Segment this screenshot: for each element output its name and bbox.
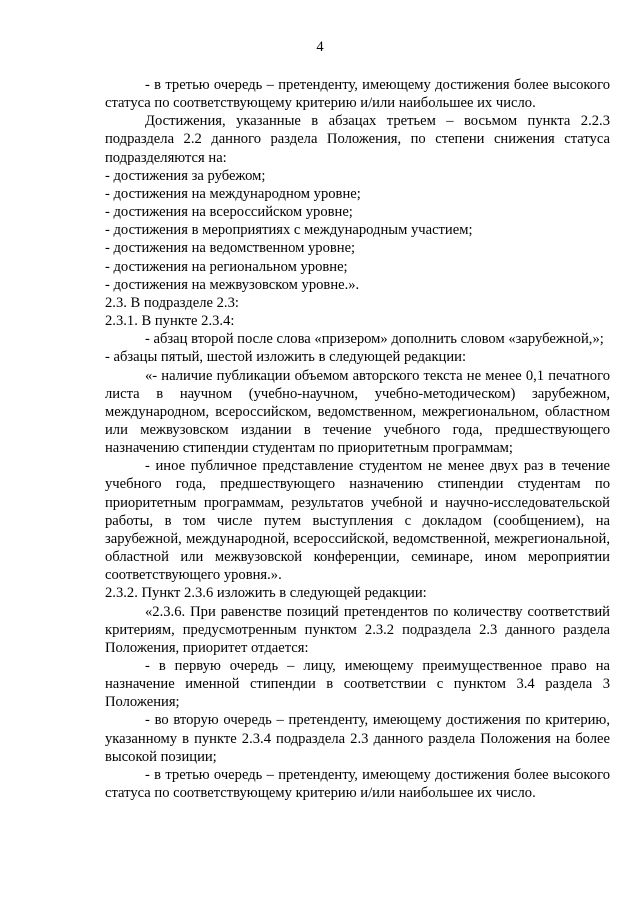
list-item: - достижения в мероприятиях с международным участием; <box>105 222 473 239</box>
paragraph: - абзац второй после слова «призером» дополнить словом «зарубежной,»; <box>145 331 604 348</box>
paragraph: - в первую очередь – лицу, имеющему преимущественное право на назначение именной стипендии в соответствии с пунктом 3.4 раздела 3 Положения; <box>105 658 610 711</box>
paragraph: «- наличие публикации объемом авторского текста не менее 0,1 печатного листа в научном (учебно-научном, учебно-методическом) зарубежном, международном, всероссийском, ведомственном, межрегиональном, областном или межвузовском издании в течение учебного года, предшествующего назначению стипендии студентам по приоритетным программам; <box>105 367 610 457</box>
list-item: - достижения на межвузовском уровне.». <box>105 276 360 293</box>
document-body <box>105 76 610 802</box>
section-heading: 2.3. В подразделе 2.3: <box>105 294 239 311</box>
section-heading: 2.3.2. Пункт 2.3.6 изложить в следующей редакции: <box>105 585 427 602</box>
paragraph: - иное публичное представление студентом не менее двух раз в течение учебного года, предшествующего назначению стипендии студентам по приоритетным программам, результатов учебной и научно-исследовательской работы, в том числе путем выступления с докладом (сообщением), на зарубежной, международной, всероссийской, ведомственной, межрегиональной, областной или межвузовской конференции, семинаре, ином мероприятии соответствующего уровня.». <box>105 458 610 584</box>
paragraph: - в третью очередь – претенденту, имеющему достижения более высокого статуса по соответствующему критерию и/или наибольшее их число. <box>105 77 610 112</box>
paragraph: - в третью очередь – претенденту, имеющему достижения более высокого статуса по соответствующему критерию и/или наибольшее их число. <box>105 766 610 802</box>
list-item: - достижения на ведомственном уровне; <box>105 240 356 257</box>
list-item: - достижения на региональном уровне; <box>105 258 348 275</box>
paragraph: - абзацы пятый, шестой изложить в следующей редакции: <box>105 349 467 366</box>
list-item: - достижения на всероссийском уровне; <box>105 204 353 221</box>
paragraph: - во вторую очередь – претенденту, имеющему достижения по критерию, указанному в пункте 2.3.4 подраздела 2.3 данного раздела Положения на более высокой позиции; <box>105 712 610 765</box>
page-number: 4 <box>316 39 324 55</box>
section-heading: 2.3.1. В пункте 2.3.4: <box>105 313 235 330</box>
paragraph: Достижения, указанные в абзацах третьем – восьмом пункта 2.2.3 подраздела 2.2 данного раздела Положения, по степени снижения статуса подразделяются на: <box>105 113 610 166</box>
list-item: - достижения на международном уровне; <box>105 185 361 202</box>
paragraph: «2.3.6. При равенстве позиций претендентов по количеству соответствий критериям, предусмотренным пунктом 2.3.2 подраздела 2.3 данного раздела Положения, приоритет отдается: <box>105 603 610 656</box>
list-item: - достижения за рубежом; <box>105 167 266 184</box>
